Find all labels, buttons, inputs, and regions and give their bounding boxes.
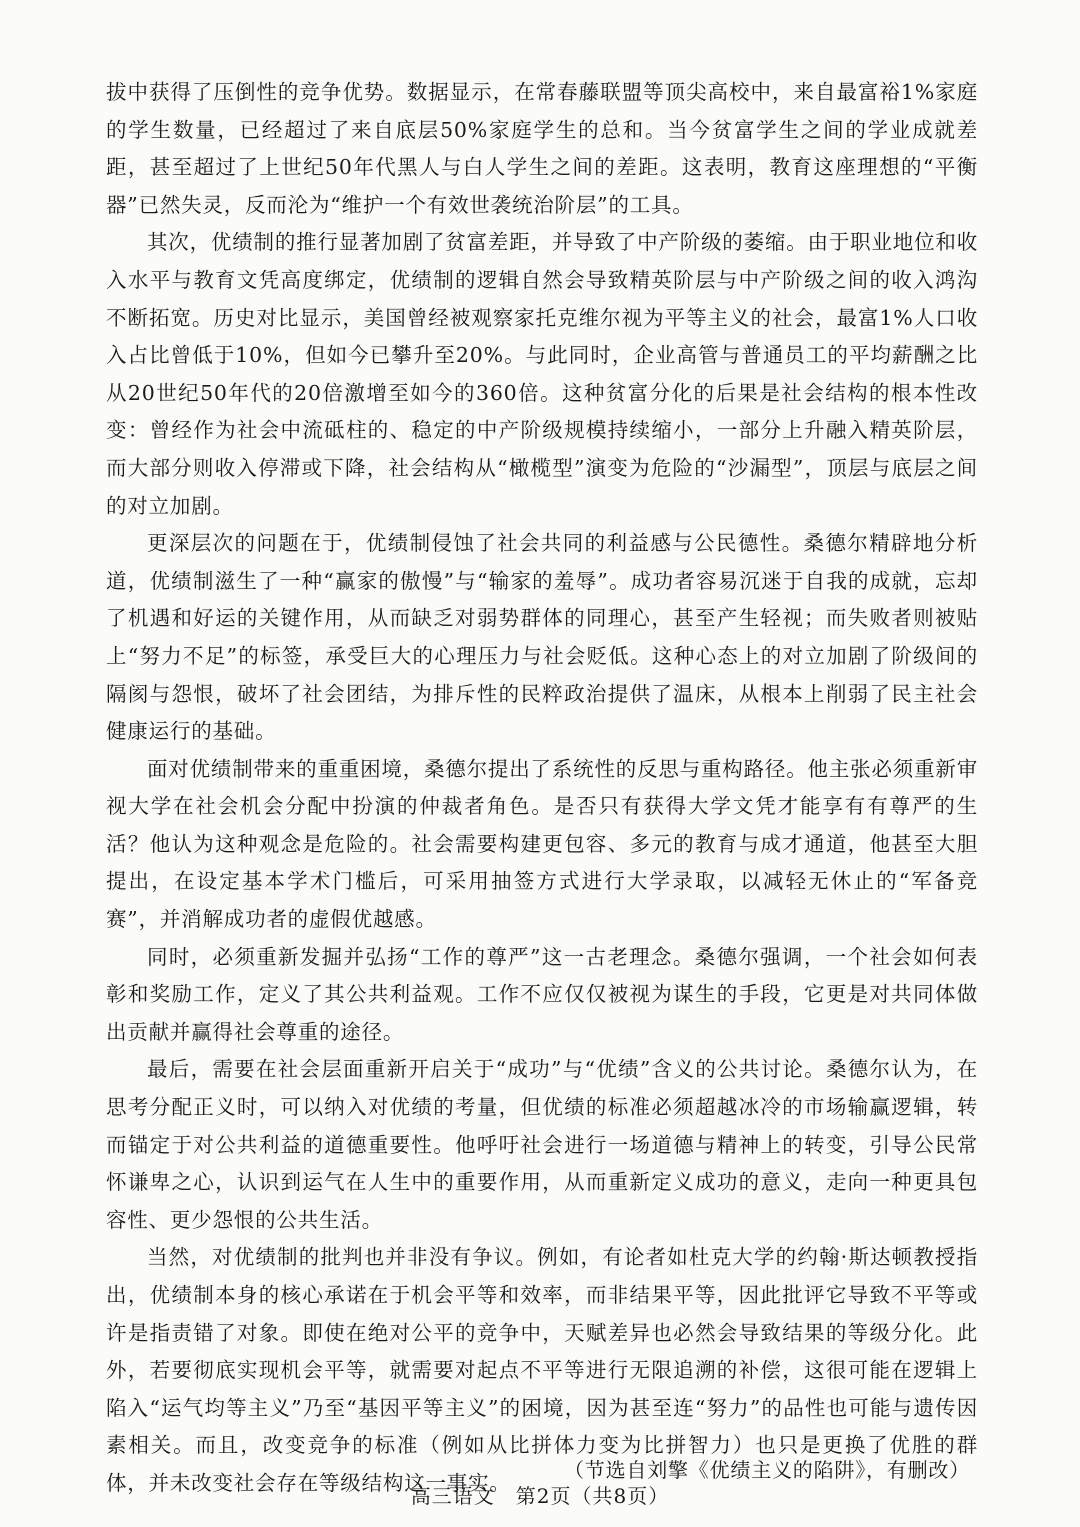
article-paragraph-1: 拔中获得了压倒性的竞争优势。数据显示，在常春藤联盟等顶尖高校中，来自最富裕1%家庭的学生数量，已经超过了来自底层50%家庭学生的总和。当今贫富学生之间的学业成就差距，甚至超过了上世纪50年代黑人与白人学生之间的差距。这表明，教育这座理想的“平衡器”已然失灵，反而沦为“维护一个有效世袭统治阶层”的工具。 [106,80,978,217]
article-paragraph-5: 同时，必须重新发掘并弘扬“工作的尊严”这一古老理念。桑德尔强调，一个社会如何表彰和奖励工作，定义了其公共利益观。工作不应仅仅被视为谋生的手段，它更是对共同体做出贡献并赢得社会尊重的途径。 [106,944,978,1044]
article-paragraph-3: 更深层次的问题在于，优绩制侵蚀了社会共同的利益感与公民德性。桑德尔精辟地分析道，优绩制滋生了一种“赢家的傲慢”与“输家的羞辱”。成功者容易沉迷于自我的成就，忘却了机遇和好运的关键作用，从而缺乏对弱势群体的同理心，甚至产生轻视；而失败者则被贴上“努力不足”的标签，承受巨大的心理压力与社会贬低。这种心态上的对立加剧了阶级间的隔阂与怨恨，破坏了社会团结，为排斥性的民粹政治提供了温床，从根本上削弱了民主社会健康运行的基础。 [106,531,978,744]
source-citation: （节选自刘擎《优绩主义的陷阱》，有删改） [564,1458,970,1482]
article-paragraph-7: 当然，对优绩制的批判也并非没有争议。例如，有论者如杜克大学的约翰·斯达顿教授指出，优绩制本身的核心承诺在于机会平等和效率，而非结果平等，因此批评它导致不平等或许是指责错了对象。即使在绝对公平的竞争中，天赋差异也必然会导致结果的等级分化。此外，若要彻底实现机会平等，就需要对起点不平等进行无限追溯的补偿，这很可能在逻辑上陷入“运气均等主义”乃至“基因平等主义”的困境，因为甚至连“努力”的品性也可能与遗传因素相关。而且，改变竞争的标准（例如从比拼体力变为比拼智力）也只是更换了优胜的群体，并未改变社会存在等级结构这一事实。 [106,1245,978,1495]
article-body [106,74,978,1503]
article-paragraph-4: 面对优绩制带来的重重困境，桑德尔提出了系统性的反思与重构路径。他主张必须重新审视大学在社会机会分配中扮演的仲裁者角色。是否只有获得大学文凭才能享有有尊严的生活？他认为这种观念是危险的。社会需要构建更包容、多元的教育与成才通道，他甚至大胆提出，在设定基本学术门槛后，可采用抽签方式进行大学录取，以减轻无休止的“军备竞赛”，并消解成功者的虚假优越感。 [106,756,978,932]
article-paragraph-2: 其次，优绩制的推行显著加剧了贫富差距，并导致了中产阶级的萎缩。由于职业地位和收入水平与教育文凭高度绑定，优绩制的逻辑自然会导致精英阶层与中产阶级之间的收入鸿沟不断拓宽。历史对比显示，美国曾经被观察家托克维尔视为平等主义的社会，最富1%人口收入占比曾低于10%，但如今已攀升至20%。与此同时，企业高管与普通员工的平均薪酬之比从20世纪50年代的20倍激增至如今的360倍。这种贫富分化的后果是社会结构的根本性改变：曾经作为社会中流砥柱的、稳定的中产阶级规模持续缩小，一部分上升融入精英阶层，而大部分则收入停滞或下降，社会结构从“橄榄型”演变为危险的“沙漏型”，顶层与底层之间的对立加剧。 [106,230,978,518]
page-footer: 高三语文 第2页（共8页） [410,1484,670,1508]
article-paragraph-6: 最后，需要在社会层面重新开启关于“成功”与“优绩”含义的公共讨论。桑德尔认为，在思考分配正义时，可以纳入对优绩的考量，但优绩的标准必须超越冰冷的市场输赢逻辑，转而锚定于对公共利益的道德重要性。他呼吁社会进行一场道德与精神上的转变，引导公民常怀谦卑之心，认识到运气在人生中的重要作用，从而重新定义成功的意义，走向一种更具包容性、更少怨恨的公共生活。 [106,1057,978,1232]
